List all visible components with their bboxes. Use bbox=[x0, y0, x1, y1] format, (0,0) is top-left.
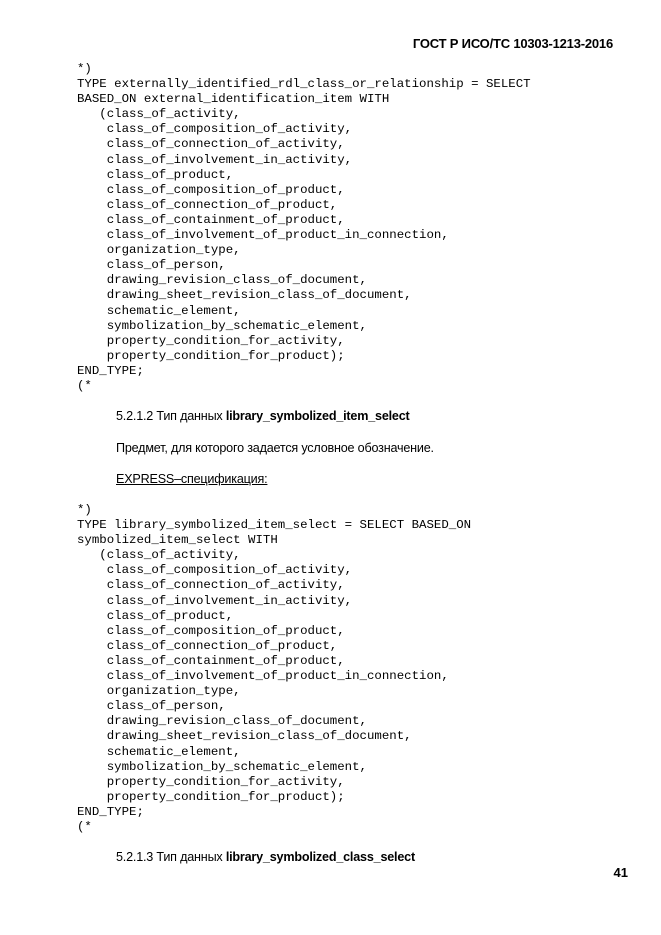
code-line: class_of_person, bbox=[77, 699, 226, 714]
code-line: symbolization_by_schematic_element, bbox=[77, 759, 367, 774]
section-number: 5.2.1.2 Тип данных bbox=[116, 409, 226, 423]
code-line: class_of_involvement_of_product_in_connection, bbox=[77, 669, 449, 684]
code-line: BASED_ON external_identification_item WITH bbox=[77, 92, 390, 107]
code-line: drawing_sheet_revision_class_of_document, bbox=[77, 729, 412, 744]
section-number: 5.2.1.3 Тип данных bbox=[116, 850, 226, 864]
code-line: class_of_composition_of_product, bbox=[77, 623, 345, 638]
code-line: class_of_containment_of_product, bbox=[77, 653, 345, 668]
code-line: END_TYPE; bbox=[77, 363, 144, 378]
code-line: organization_type, bbox=[77, 243, 241, 258]
code-line: (class_of_activity, bbox=[77, 548, 241, 563]
code-line: drawing_sheet_revision_class_of_document, bbox=[77, 288, 412, 303]
code-line: property_condition_for_activity, bbox=[77, 774, 345, 789]
code-line: drawing_revision_class_of_document, bbox=[77, 714, 367, 729]
code-line: class_of_involvement_in_activity, bbox=[77, 152, 353, 167]
code-line: class_of_person, bbox=[77, 258, 226, 273]
document-header: ГОСТ Р ИСО/ТС 10303-1213-2016 bbox=[412, 36, 613, 51]
express-spec-label: EXPRESS–спецификация: bbox=[116, 472, 268, 486]
code-line: class_of_connection_of_activity, bbox=[77, 137, 345, 152]
code-line: class_of_containment_of_product, bbox=[77, 212, 345, 227]
code-line: symbolized_item_select WITH bbox=[77, 533, 278, 548]
section-heading-5-2-1-3 bbox=[116, 850, 415, 864]
code-line: TYPE externally_identified_rdl_class_or_relationship = SELECT bbox=[77, 77, 531, 92]
section-type-name: library_symbolized_item_select bbox=[225, 409, 410, 423]
code-line: class_of_product, bbox=[77, 608, 234, 623]
code-line: *) bbox=[77, 62, 92, 76]
code-line: schematic_element, bbox=[77, 744, 241, 759]
code-line: class_of_composition_of_activity, bbox=[77, 122, 353, 137]
code-line: property_condition_for_product); bbox=[77, 348, 345, 363]
code-line: class_of_product, bbox=[77, 167, 234, 182]
code-line: property_condition_for_product); bbox=[77, 789, 345, 804]
section-heading-5-2-1-2 bbox=[116, 409, 410, 423]
code-line: *) bbox=[77, 503, 92, 517]
express-code-block-2 bbox=[77, 503, 471, 835]
code-line: property_condition_for_activity, bbox=[77, 333, 345, 348]
code-line: class_of_connection_of_product, bbox=[77, 638, 338, 653]
code-line: class_of_composition_of_product, bbox=[77, 182, 345, 197]
code-line: class_of_connection_of_product, bbox=[77, 197, 338, 212]
code-line: symbolization_by_schematic_element, bbox=[77, 318, 367, 333]
code-line: class_of_involvement_of_product_in_connection, bbox=[77, 228, 449, 243]
code-line: TYPE library_symbolized_item_select = SELECT BASED_ON bbox=[77, 518, 472, 533]
page-number: 41 bbox=[613, 865, 628, 880]
code-line: (* bbox=[77, 378, 92, 393]
code-line: (class_of_activity, bbox=[77, 107, 241, 122]
code-line: organization_type, bbox=[77, 684, 241, 699]
code-line: class_of_composition_of_activity, bbox=[77, 563, 353, 578]
section-description: Предмет, для которого задается условное обозначение. bbox=[116, 441, 434, 455]
code-line: schematic_element, bbox=[77, 303, 241, 318]
code-line: drawing_revision_class_of_document, bbox=[77, 273, 367, 288]
code-line: (* bbox=[77, 819, 92, 834]
express-code-block-1 bbox=[77, 62, 531, 394]
code-line: class_of_connection_of_activity, bbox=[77, 578, 345, 593]
section-type-name: library_symbolized_class_select bbox=[225, 850, 415, 864]
code-line: class_of_involvement_in_activity, bbox=[77, 593, 353, 608]
code-line: END_TYPE; bbox=[77, 804, 144, 819]
